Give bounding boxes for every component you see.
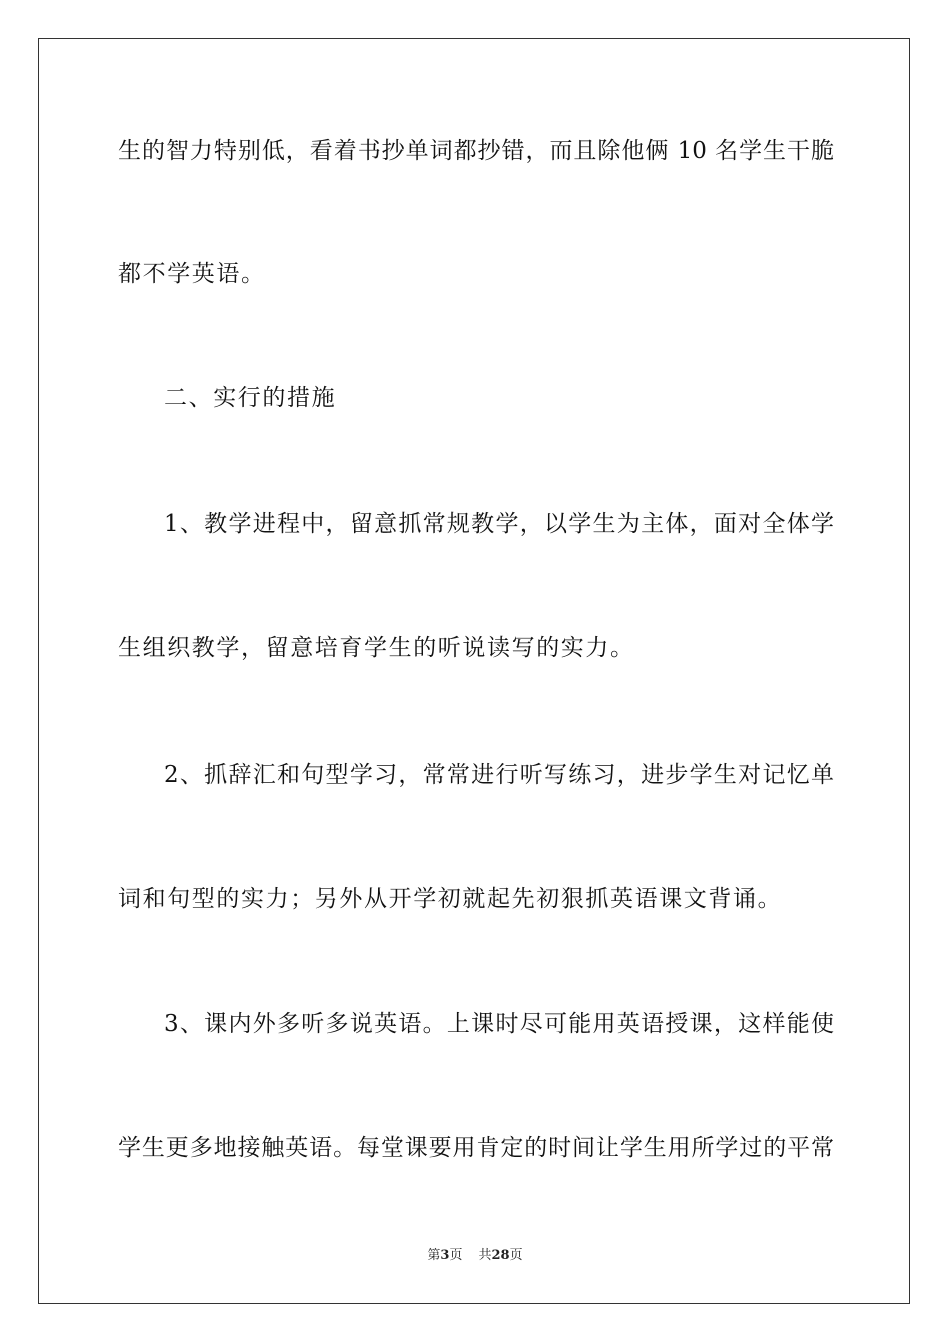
total-prefix: 共 (478, 1248, 492, 1263)
body-line-7: 词和句型的实力；另外从开学初就起先初狠抓英语课文背诵。 (118, 886, 783, 912)
page-number: 3 (440, 1248, 450, 1263)
body-line-1: 生的智力特别低，看着书抄单词都抄错，而且除他俩 10 名学生干脆 (118, 138, 834, 164)
body-line-8: 3、课内外多听多说英语。上课时尽可能用英语授课，这样能使 (164, 1011, 834, 1037)
body-line-2: 都不学英语。 (118, 261, 266, 287)
page-border (38, 38, 910, 1304)
body-line-5: 生组织教学，留意培育学生的听说读写的实力。 (118, 635, 635, 661)
page-suffix: 页 (449, 1248, 463, 1263)
body-line-6: 2、抓辞汇和句型学习，常常进行听写练习，进步学生对记忆单 (164, 762, 834, 788)
section-heading: 二、实行的措施 (164, 385, 337, 411)
body-line-9: 学生更多地接触英语。每堂课要用肯定的时间让学生用所学过的平常 (118, 1135, 834, 1161)
page-footer (0, 1247, 950, 1265)
total-suffix: 页 (509, 1248, 523, 1263)
page-prefix: 第 (427, 1248, 441, 1263)
body-line-4: 1、教学进程中，留意抓常规教学，以学生为主体，面对全体学 (164, 511, 834, 537)
total-pages: 28 (491, 1248, 510, 1263)
